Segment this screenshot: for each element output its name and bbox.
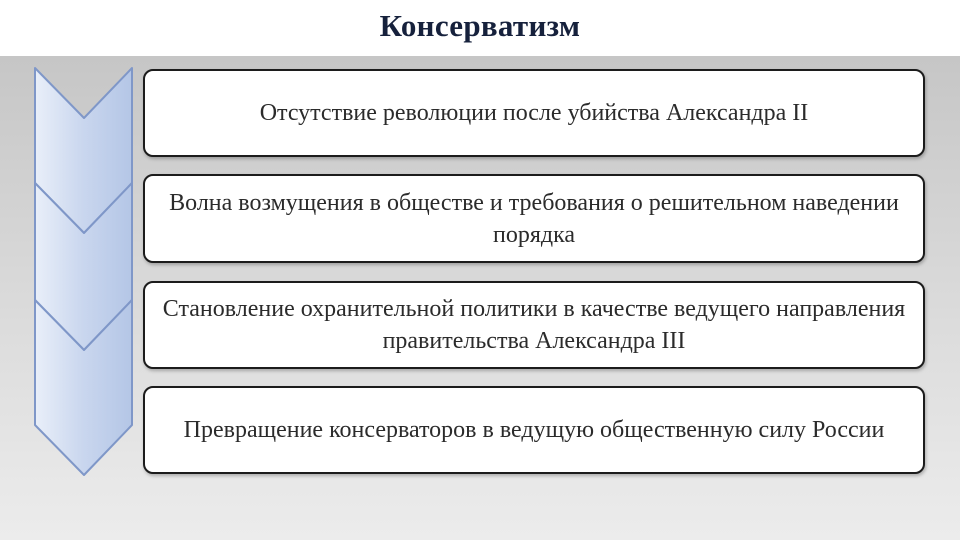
step-text-2: Волна возмущения в обществе и требования о решительном наведении порядка <box>169 189 899 248</box>
step-text-4: Превращение консерваторов в ведущую общественную силу России <box>183 417 885 443</box>
step-box-1 <box>143 69 925 157</box>
step-text-1: Отсутствие революции после убийства Александра II <box>259 100 809 126</box>
step-box-4 <box>143 386 925 474</box>
page-title: Консерватизм <box>379 8 581 43</box>
step-box-3 <box>143 281 925 369</box>
step-text-3: Становление охранительной политики в качестве ведущего направления правительства Александра III <box>162 296 906 354</box>
step-box-2 <box>143 174 925 263</box>
